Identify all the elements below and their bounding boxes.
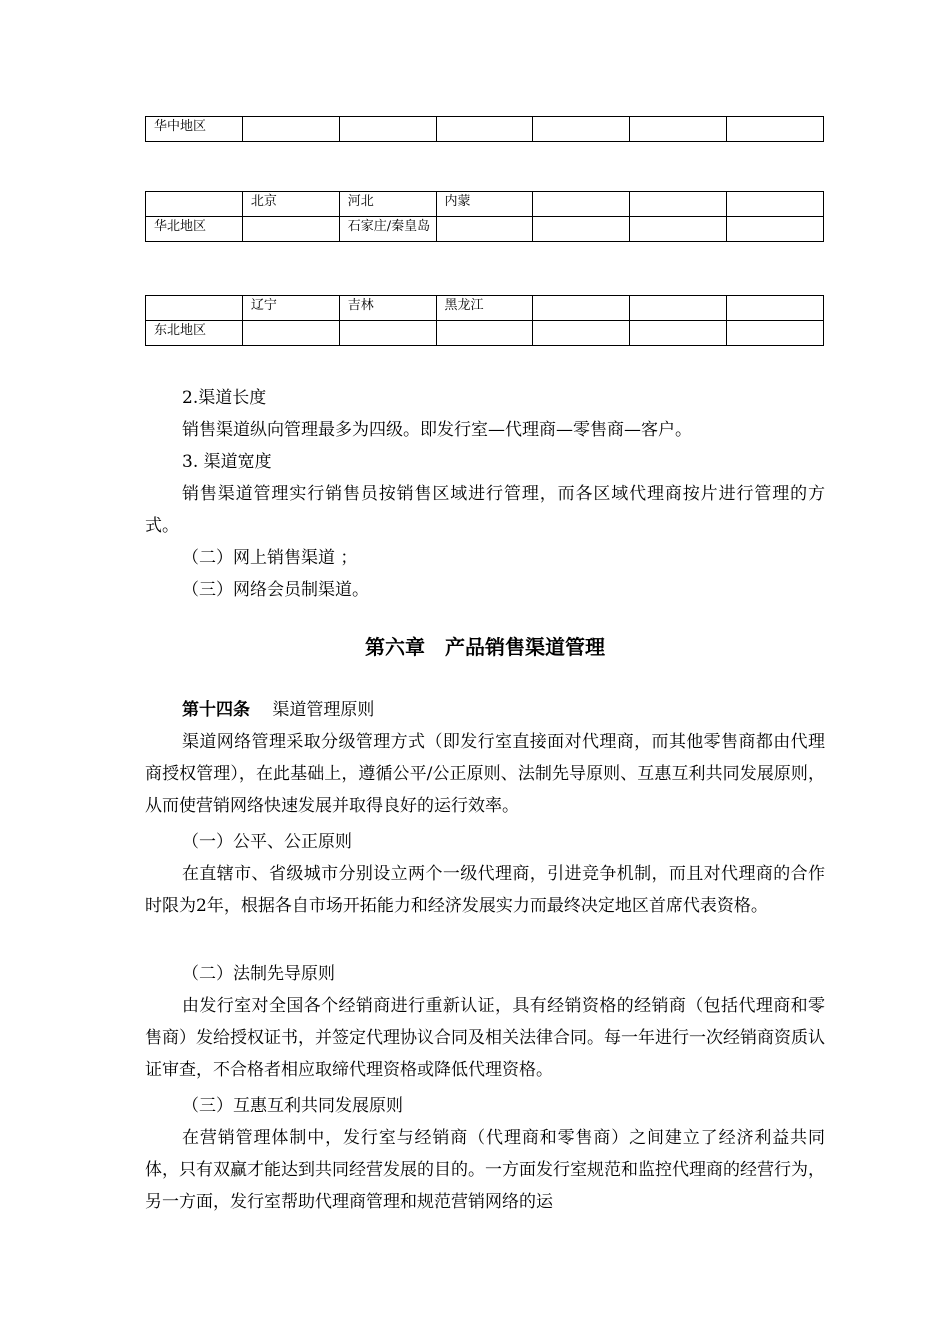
table-cell bbox=[727, 321, 824, 346]
table-cell bbox=[533, 321, 630, 346]
table-row bbox=[146, 117, 824, 142]
table-cell bbox=[533, 192, 630, 217]
principle-3-heading: （三）互惠互利共同发展原则 bbox=[182, 1096, 403, 1116]
table-cell: 内蒙 bbox=[436, 192, 533, 217]
chapter-title: 第六章 产品销售渠道管理 bbox=[365, 635, 605, 659]
central-region-table bbox=[145, 116, 824, 142]
table-cell bbox=[146, 296, 243, 321]
principle-2-text: 由发行室对全国各个经销商进行重新认证，具有经销资格的经销商（包括代理商和零售商）发给授权证书，并签定代理协议合同及相关法律合同。每一年进行一次经销商资质认证审查，不合格者相应取缔代理资格或降低代理资格。 bbox=[145, 996, 825, 1080]
region-cell: 东北地区 bbox=[146, 321, 243, 346]
table-cell bbox=[727, 117, 824, 142]
table-cell bbox=[727, 296, 824, 321]
table-cell bbox=[630, 296, 727, 321]
online-channel-item: （二）网上销售渠道 ； bbox=[182, 548, 358, 568]
table-row bbox=[146, 192, 824, 217]
table-cell bbox=[436, 217, 533, 242]
article-title: 渠道管理原则 bbox=[272, 700, 375, 720]
principle-1-text: 在直辖市、省级城市分别设立两个一级代理商，引进竞争机制，而且对代理商的合作时限为2年，根据各自市场开拓能力和经济发展实力而最终决定地区首席代表资格。 bbox=[145, 864, 825, 916]
table-cell bbox=[436, 321, 533, 346]
table-cell: 河北 bbox=[339, 192, 436, 217]
channel-width-heading: 3. 渠道宽度 bbox=[182, 452, 272, 472]
principle-1-heading: （一）公平、公正原则 bbox=[182, 832, 352, 852]
member-channel-item: （三）网络会员制渠道。 bbox=[182, 580, 369, 600]
article-label: 第十四条 bbox=[182, 700, 250, 720]
table-cell bbox=[533, 296, 630, 321]
table-cell bbox=[339, 321, 436, 346]
table-row bbox=[146, 296, 824, 321]
table-cell bbox=[630, 217, 727, 242]
north-region-table bbox=[145, 191, 824, 242]
table-cell bbox=[630, 192, 727, 217]
northeast-region-table bbox=[145, 295, 824, 346]
channel-length-text: 销售渠道纵向管理最多为四级。即发行室—代理商—零售商—客户。 bbox=[182, 420, 692, 440]
table-cell: 北京 bbox=[242, 192, 339, 217]
table-cell bbox=[242, 117, 339, 142]
table-row bbox=[146, 217, 824, 242]
table-row bbox=[146, 321, 824, 346]
table-cell bbox=[533, 117, 630, 142]
table-cell bbox=[727, 217, 824, 242]
table-cell bbox=[630, 321, 727, 346]
principle-2-heading: （二）法制先导原则 bbox=[182, 964, 335, 984]
table-cell bbox=[146, 192, 243, 217]
table-cell bbox=[339, 117, 436, 142]
region-cell: 华中地区 bbox=[146, 117, 243, 142]
table-cell bbox=[533, 217, 630, 242]
channel-width-text: 销售渠道管理实行销售员按销售区域进行管理，而各区域代理商按片进行管理的方式。 bbox=[145, 484, 825, 536]
region-cell: 华北地区 bbox=[146, 217, 243, 242]
article-text: 渠道网络管理采取分级管理方式（即发行室直接面对代理商，而其他零售商都由代理商授权管理），在此基础上，遵循公平/公正原则、法制先导原则、互惠互利共同发展原则，从而使营销网络快速发展并取得良好的运行效率。 bbox=[145, 732, 825, 816]
table-cell: 黑龙江 bbox=[436, 296, 533, 321]
article-heading bbox=[145, 694, 825, 726]
channel-length-heading: 2.渠道长度 bbox=[182, 388, 267, 408]
table-cell: 辽宁 bbox=[242, 296, 339, 321]
table-cell bbox=[630, 117, 727, 142]
principle-3-text: 在营销管理体制中，发行室与经销商（代理商和零售商）之间建立了经济利益共同体，只有双赢才能达到共同经营发展的目的。一方面发行室规范和监控代理商的经营行为，另一方面，发行室帮助代理商管理和规范营销网络的运 bbox=[145, 1128, 825, 1212]
table-cell: 吉林 bbox=[339, 296, 436, 321]
table-cell bbox=[436, 117, 533, 142]
table-cell bbox=[727, 192, 824, 217]
table-cell: 石家庄/秦皇岛 bbox=[339, 217, 436, 242]
table-cell bbox=[242, 217, 339, 242]
table-cell bbox=[242, 321, 339, 346]
